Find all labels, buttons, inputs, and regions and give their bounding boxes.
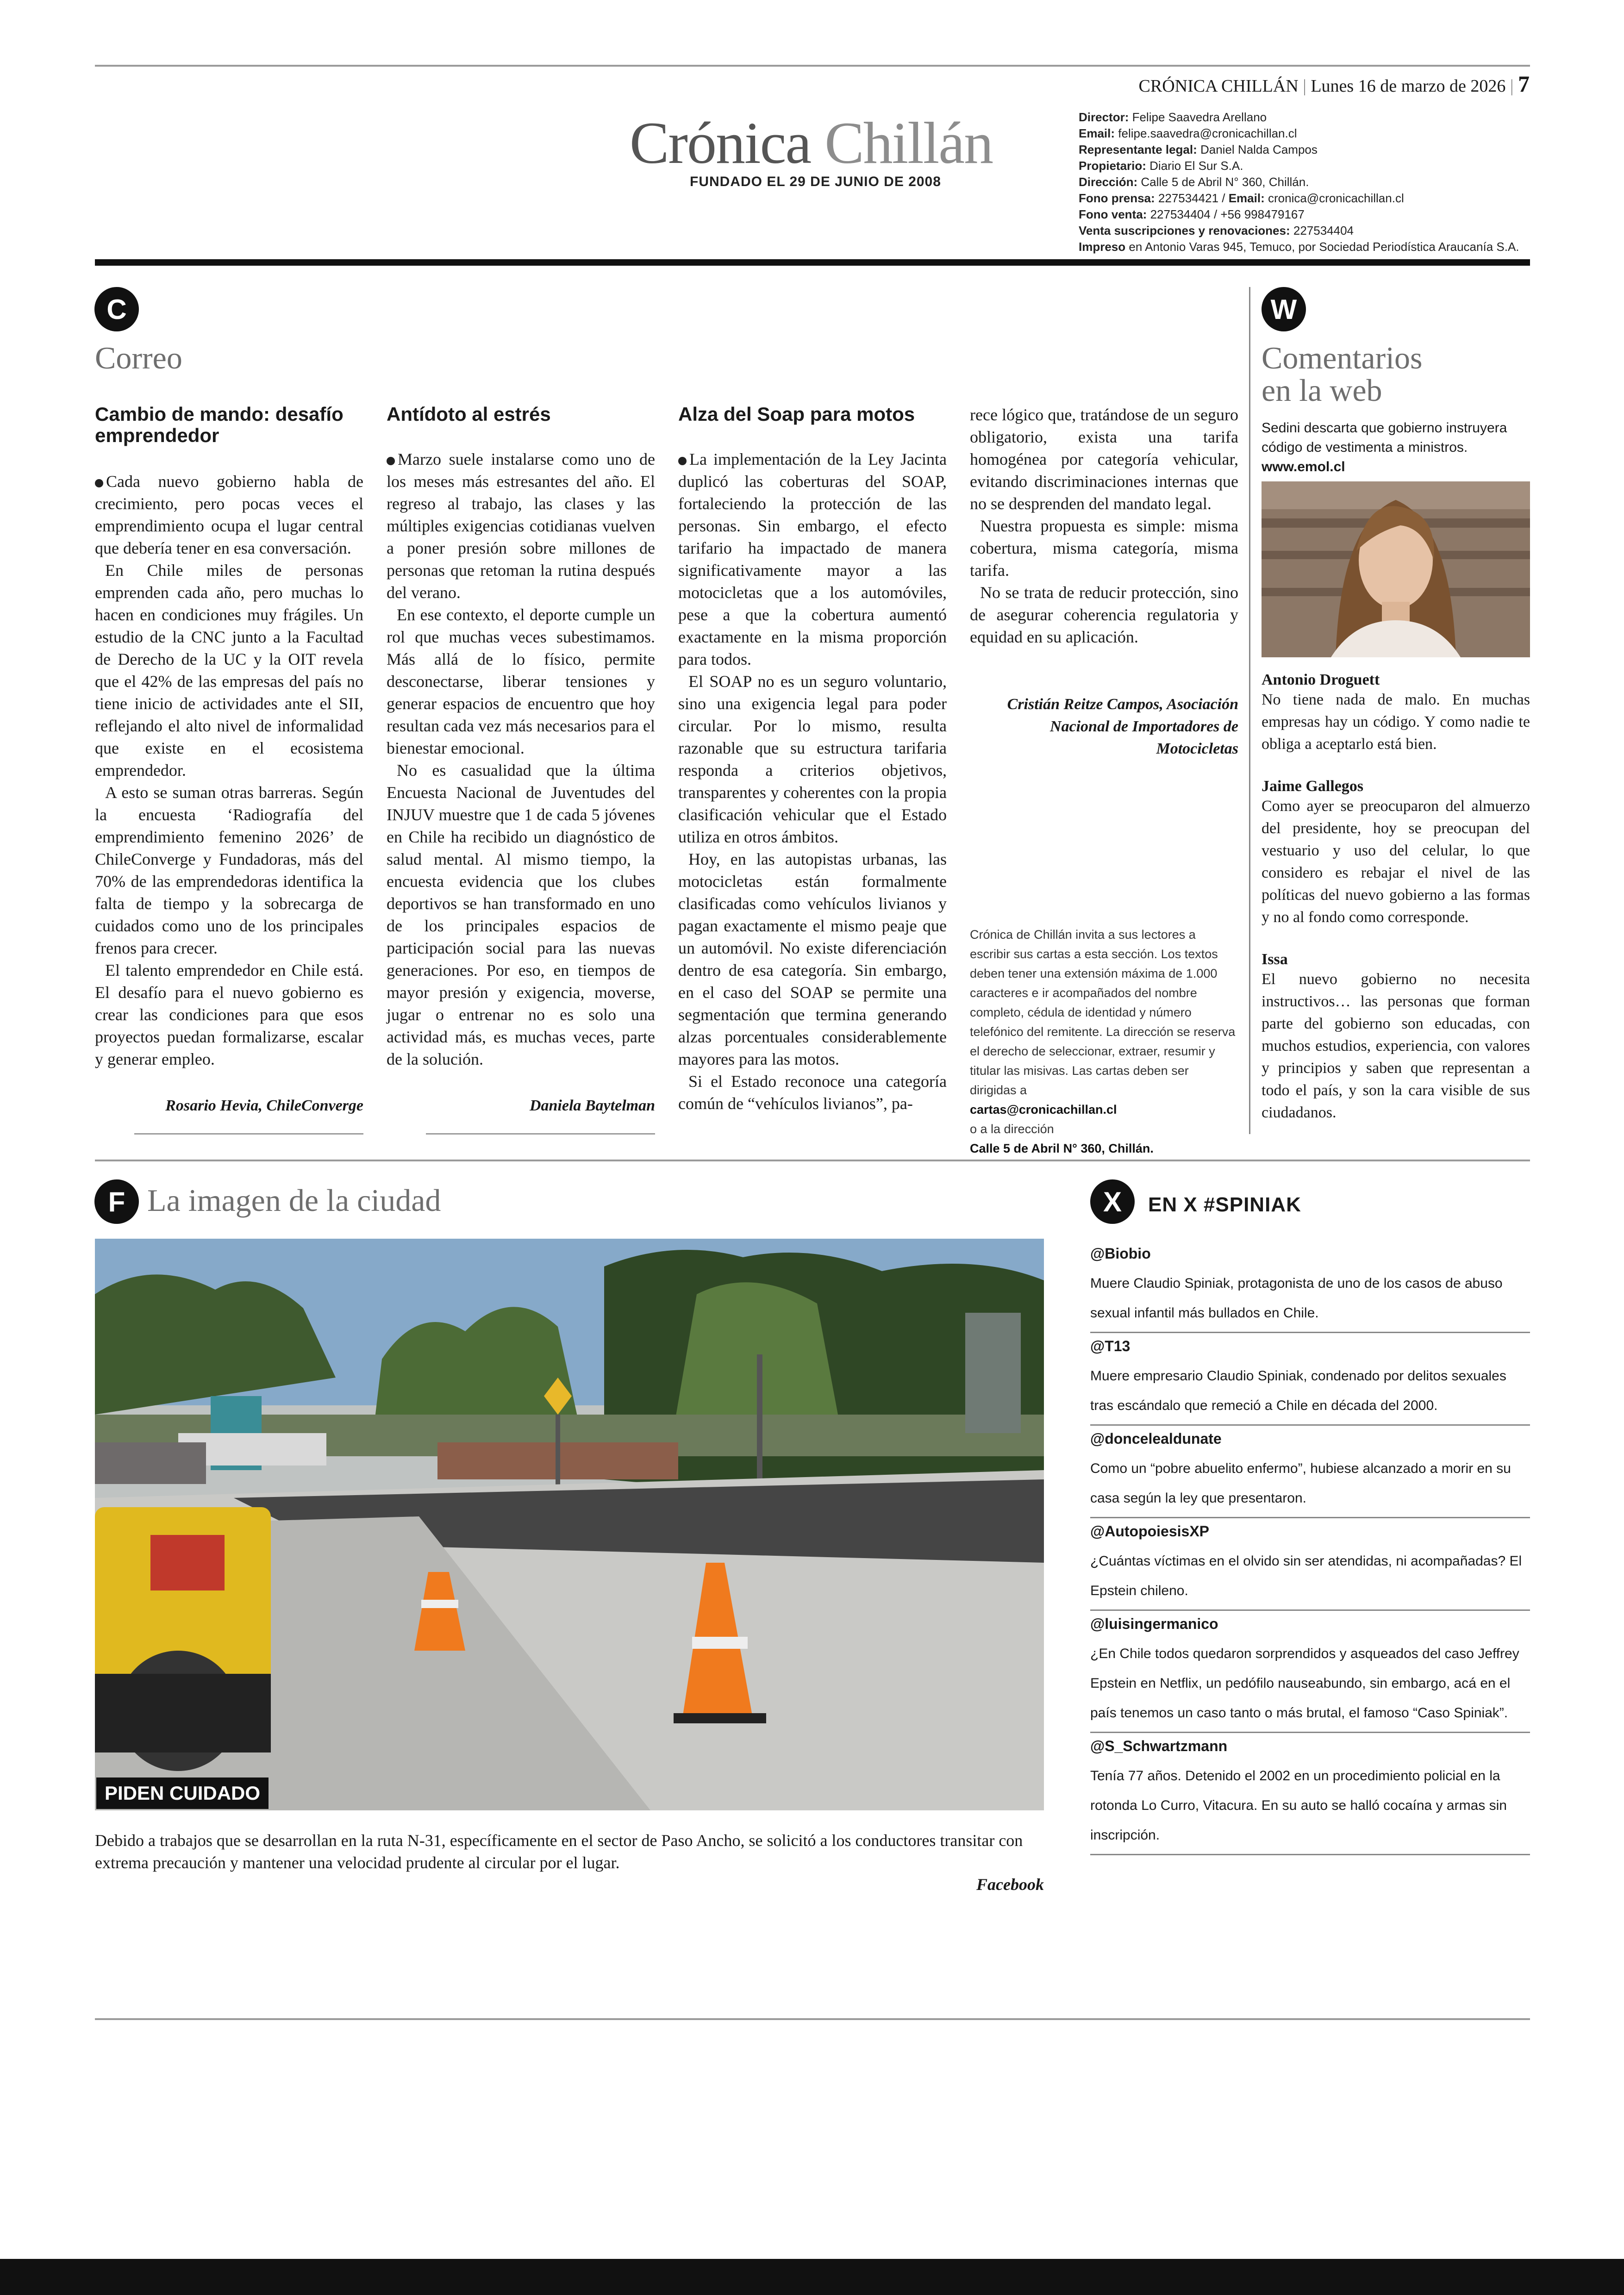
x-post-text: ¿Cuántas víctimas en el olvido sin ser atendidas, ni acompañadas? El Epstein chileno.	[1090, 1547, 1530, 1611]
credit-label: Venta suscripciones y renovaciones:	[1079, 224, 1290, 237]
mid-rule	[95, 1160, 1530, 1161]
photo-caption: Debido a trabajos que se desarrollan en la ruta N-31, específicamente en el sector de Paso Ancho, se solicitó a los conductores transitar con extrema precaución y mantener una velocidad prudente al circular por el lugar.	[95, 1831, 1023, 1872]
web-title	[1262, 342, 1423, 406]
credit-line	[1079, 109, 1542, 125]
x-post-handle[interactable]: @T13	[1090, 1338, 1131, 1354]
page-bottom-bar	[0, 2259, 1624, 2295]
comment-2-name: Jaime Gallegos	[1262, 778, 1364, 795]
article-3-signature: Cristián Reitze Campos, Asociación Nacional de Importadores de Motocicletas	[1007, 696, 1238, 757]
comment-2-text: Como ayer se preocuparon del almuerzo del presidente, hoy se preocupan del vestuario y uso del celular, lo que considero es rebajar el nivel de las políticas del nuevo gobierno a las formas y no al fondo como corresponde.	[1262, 798, 1530, 926]
credit-label: Propietario:	[1079, 159, 1146, 173]
x-post-handle[interactable]: @doncelealdunate	[1090, 1430, 1222, 1447]
correo-title: Correo	[95, 340, 182, 375]
credit-label: Email:	[1079, 126, 1115, 140]
web-title-line2: en la web	[1262, 373, 1382, 408]
bullet-icon	[387, 457, 395, 465]
credit-value: Felipe Saavedra Arellano	[1132, 110, 1267, 124]
credits-box	[1079, 109, 1542, 255]
x-post-text: ¿En Chile todos quedaron sorprendidos y asqueados del caso Jeffrey Epstein en Netflix, un pedófilo nauseabundo, sin embargo, acá en el país tenemos un caso tanto o más brutal, el famoso “Caso Spiniak”.	[1090, 1639, 1530, 1733]
credit-value: en Antonio Varas 945, Temuco, por Sociedad Periodística Araucanía S.A.	[1129, 240, 1519, 254]
article-3-p2: El SOAP no es un seguro voluntario, sino una exigencia legal para poder circular. Por lo mismo, resulta razonable que su estructura tarifaria responda a criterios objetivos, transparentes y coherentes con la propia clasificación vehicular que el Estado utiliza en otros ámbitos.	[678, 672, 947, 846]
article-2-p3: No es casualidad que la última Encuesta Nacional de Juventudes del INJUV muestre que 1 de cada 5 jóvenes en Chile ha recibido un diagnóstico de salud mental. Al mismo tiempo, la encuesta evidencia que los clubes deportivos se han transformado en uno de los principales espacios de participación social para las nuevas generaciones. Por eso, en tiempos de mayor presión y exigencia, moverse, jugar o entrenar no es solo una actividad más, es muchas veces, parte de la solución.	[387, 761, 655, 1068]
imagen-title: La imagen de la ciudad	[147, 1183, 441, 1218]
article-3-cont-p3: No se trata de reducir protección, sino de asegurar coherencia regulatoria y equidad en su aplicación.	[970, 583, 1238, 646]
credit-label: Impreso	[1079, 240, 1126, 254]
article-1-end-rule	[134, 1133, 363, 1135]
x-badge: X	[1090, 1179, 1135, 1224]
article-3-body	[678, 448, 947, 1115]
bullet-icon	[95, 479, 103, 487]
web-source-link[interactable]: www.emol.cl	[1262, 459, 1345, 474]
article-1-p3: A esto se suman otras barreras. Según la encuesta ‘Radiografía del emprendimiento femenino 2026’ de ChileConverge y Fundadoras, más del 70% de las emprendedoras identifica la falta de tiempo y la sobrecarga de cuidados como uno de los principales frenos para crecer.	[95, 783, 363, 957]
letters-address: Calle 5 de Abril N° 360, Chillán.	[970, 1141, 1154, 1155]
article-1-p2: En Chile miles de personas emprenden cada año, pero muchas lo hacen en condiciones muy frágiles. Un estudio de la CNC junto a la Facultad de Derecho de la UC y la OIT revela que el 42% de las empresas del país no tiene inicio de actividades ante el SII, reflejando el alto nivel de informalidad que existe en el ecosistema emprendedor.	[95, 561, 363, 780]
x-post-text: Tenía 77 años. Detenido el 2002 en un procedimiento policial en la rotonda Lo Curro, Vitacura. En su auto se halló cocaína y armas sin inscripción.	[1090, 1761, 1530, 1855]
comment-1-text: No tiene nada de malo. En muchas empresas hay un código. Y como nadie te obliga a aceptarlo está bien.	[1262, 691, 1530, 753]
letters-email[interactable]: cartas@cronicachillan.cl	[970, 1103, 1117, 1116]
letters-note-text: Crónica de Chillán invita a sus lectores a escribir sus cartas a esta sección. Los textos deben tener una extensión máxima de 1.000 caracteres e ir acompañados del nombre completo, cédula de identidad y número telefónico del remitente. La dirección se reserva el derecho de seleccionar, extraer, resumir y titular las misivas. Las cartas deben ser dirigidas a	[970, 928, 1236, 1097]
credit-value: 227534421 /	[1158, 191, 1229, 205]
masthead-word-cronica: Crónica	[630, 110, 811, 176]
credit-label: Fono venta:	[1079, 207, 1147, 221]
web-column-divider	[1249, 287, 1250, 1134]
article-1-p1: Cada nuevo gobierno habla de crecimiento, pero pocas veces el emprendimiento ocupa el lugar central que debería tener en esa conversación.	[95, 472, 363, 557]
article-2-signature: Daniela Baytelman	[529, 1097, 655, 1114]
x-post-handle[interactable]: @S_Schwartzmann	[1090, 1738, 1228, 1754]
comment-1-name: Antonio Droguett	[1262, 671, 1380, 688]
credit-value: Calle 5 de Abril N° 360, Chillán.	[1141, 175, 1309, 189]
masthead-word-chillan: Chillán	[824, 110, 993, 176]
credit-label: Dirección:	[1079, 175, 1138, 189]
page-number: 7	[1518, 71, 1530, 97]
x-post-text: Muere Claudio Spiniak, protagonista de uno de los casos de abuso sexual infantil más bullados en Chile.	[1090, 1269, 1530, 1333]
credit-label: Representante legal:	[1079, 143, 1197, 156]
credit-label: Director:	[1079, 110, 1129, 124]
masthead	[630, 109, 993, 177]
credit-value: 227534404	[1293, 224, 1354, 237]
credit-line	[1079, 190, 1542, 206]
street-photo	[95, 1239, 1044, 1810]
article-1-p4: El talento emprendedor en Chile está. El desafío para el nuevo gobierno es crear las condiciones para que esos proyectos puedan formalizarse, escalar y generar empleo.	[95, 961, 363, 1068]
x-feed-title: EN X #SPINIAK	[1148, 1193, 1301, 1216]
article-3-headline: Alza del Soap para motos	[678, 403, 915, 425]
bottom-rule	[95, 2018, 1530, 2020]
folio-publication: CRÓNICA CHILLÁN	[1138, 76, 1299, 96]
photo-credit: Facebook	[976, 1875, 1044, 1894]
x-post-handle[interactable]: @luisingermanico	[1090, 1615, 1218, 1632]
article-1-headline: Cambio de mando: desafío emprendedor	[95, 403, 344, 446]
credit-line	[1079, 206, 1542, 223]
road-works-image	[95, 1239, 1044, 1810]
x-post-handle[interactable]: @AutopoiesisXP	[1090, 1523, 1210, 1540]
header-heavy-rule	[95, 259, 1530, 266]
credit-line	[1079, 239, 1542, 255]
founded-line: FUNDADO EL 29 DE JUNIO DE 2008	[690, 174, 941, 189]
bullet-icon	[678, 457, 687, 465]
x-post-handle[interactable]: @Biobio	[1090, 1245, 1151, 1262]
letters-note	[970, 925, 1238, 1158]
top-rule	[95, 65, 1530, 67]
web-intro	[1262, 418, 1530, 477]
comment-3-text: El nuevo gobierno no necesita instructivos… las personas que forman parte del gobierno son educadas, con muchos estudios, experiencia, con valores y principios y saben que representan a todo el país, y son la cara visible de sus ciudadanos.	[1262, 971, 1530, 1121]
x-feed	[1090, 1241, 1530, 1855]
web-intro-text: Sedini descarta que gobierno instruyera código de vestimenta a ministros.	[1262, 420, 1507, 455]
folio: CRÓNICA CHILLÁN | Lunes 16 de marzo de 2026 | 7	[1138, 71, 1530, 97]
article-3-cont-p2: Nuestra propuesta es simple: misma cobertura, misma categoría, misma tarifa.	[970, 517, 1238, 580]
credit-value: Daniel Nalda Campos	[1200, 143, 1318, 156]
credit-value: felipe.saavedra@cronicachillan.cl	[1118, 126, 1297, 140]
article-3-cont-p1: rece lógico que, tratándose de un seguro obligatorio, exista una tarifa homogénea por categoría vehicular, evitando discriminaciones internas que no se desprenden del mandato legal.	[970, 405, 1238, 513]
credit-label: Email:	[1228, 191, 1265, 205]
woman-portrait-image	[1262, 481, 1530, 657]
x-post-text: Como un “pobre abuelito enfermo”, hubiese alcanzado a morir en su casa según la ley que presentaron.	[1090, 1454, 1530, 1518]
article-1-body	[95, 470, 363, 1070]
photo-label: PIDEN CUIDADO	[96, 1777, 269, 1809]
article-3-p3: Hoy, en las autopistas urbanas, las motocicletas están formalmente clasificadas como vehículos livianos y pagan exactamente el mismo peaje que un automóvil. No existe diferenciación dentro de esa categoría. Sin embargo, en el caso del SOAP se permite una segmentación que termina generando alzas porcentuales considerablemente mayores para las motos.	[678, 850, 947, 1068]
article-3-p4: Si el Estado reconoce una categoría común de “vehículos livianos”, pa-	[678, 1072, 947, 1113]
imagen-badge: F	[94, 1179, 139, 1224]
article-2-end-rule	[426, 1133, 655, 1135]
web-badge: W	[1262, 287, 1306, 331]
letters-or: o a la dirección	[970, 1122, 1054, 1136]
comment-3-name: Issa	[1262, 951, 1288, 968]
credit-line	[1079, 174, 1542, 190]
article-2-body	[387, 448, 655, 1070]
article-2-headline: Antídoto al estrés	[387, 403, 551, 425]
credit-line	[1079, 125, 1542, 142]
correo-badge: C	[94, 287, 139, 331]
article-3-p1: La implementación de la Ley Jacinta duplicó las coberturas del SOAP, fortaleciendo la protección de las personas. Sin embargo, el efecto tarifario ha impactado de manera significativamente mayor a las motocicletas que a los automóviles, pese a que la cobertura aumentó exactamente en la misma proporción para todos.	[678, 450, 947, 668]
credit-label: Fono prensa:	[1079, 191, 1155, 205]
credit-line	[1079, 223, 1542, 239]
credit-value: cronica@cronicachillan.cl	[1268, 191, 1404, 205]
credit-line	[1079, 158, 1542, 174]
credit-value: Diario El Sur S.A.	[1149, 159, 1243, 173]
x-post-text: Muere empresario Claudio Spiniak, condenado por delitos sexuales tras escándalo que remeció a Chile en década del 2000.	[1090, 1361, 1530, 1426]
commenter-photo	[1262, 481, 1530, 657]
credit-value: 227534404 / +56 998479167	[1150, 207, 1305, 221]
article-2-p1: Marzo suele instalarse como uno de los meses más estresantes del año. El regreso al trabajo, las clases y las múltiples exigencias cotidianas vuelven a poner presión sobre millones de personas que retoman la rutina después del verano.	[387, 450, 655, 602]
article-2-p2: En ese contexto, el deporte cumple un rol que muchas veces subestimamos. Más allá de lo físico, permite desconectarse, liberar tensiones y generar espacios de encuentro que hoy resultan cada vez más necesarios para el bienestar emocional.	[387, 605, 655, 757]
web-comments	[1262, 671, 1530, 1146]
web-title-line1: Comentarios	[1262, 340, 1423, 375]
article-1-signature: Rosario Hevia, ChileConverge	[165, 1097, 363, 1114]
article-3-continuation	[970, 404, 1238, 648]
folio-date: Lunes 16 de marzo de 2026	[1311, 76, 1506, 96]
credit-line	[1079, 142, 1542, 158]
